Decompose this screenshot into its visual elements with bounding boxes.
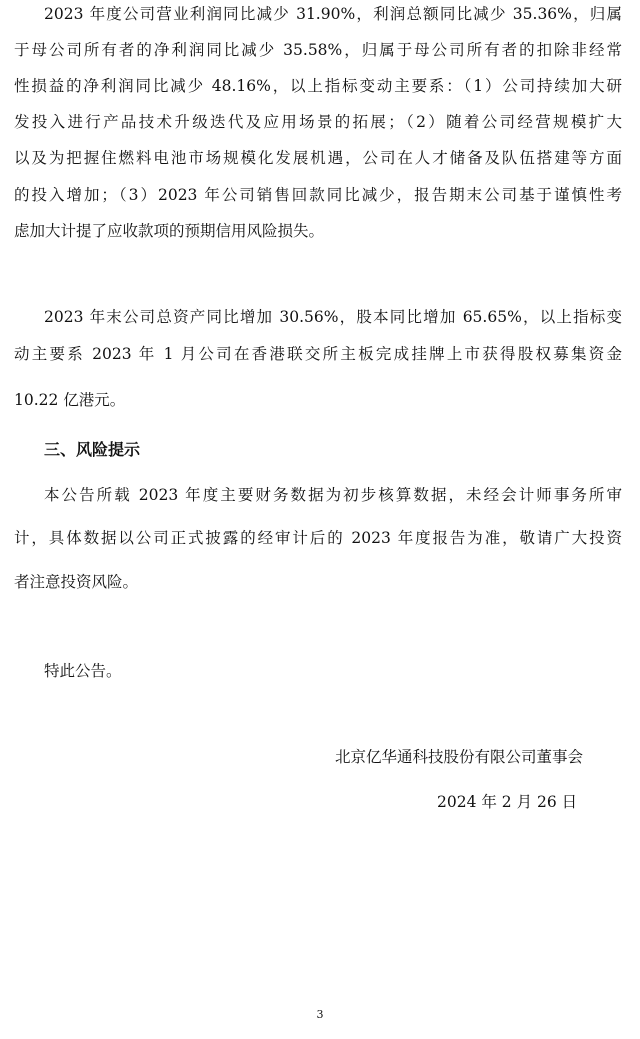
paragraph-line: 2023 年末公司总资产同比增加 30.56%，股本同比增加 65.65%，以上指标变 bbox=[44, 308, 622, 326]
signature-date: 2024 年 2 月 26 日 bbox=[437, 793, 578, 811]
signature-company: 北京亿华通科技股份有限公司董事会 bbox=[335, 748, 584, 766]
paragraph-line: 虑加大计提了应收款项的预期信用风险损失。 bbox=[14, 222, 325, 240]
paragraph-line: 者注意投资风险。 bbox=[14, 573, 139, 591]
paragraph-line: 计，具体数据以公司正式披露的经审计后的 2023 年度报告为准，敬请广大投资 bbox=[14, 529, 622, 547]
closing-statement: 特此公告。 bbox=[44, 662, 122, 680]
paragraph-line: 10.22 亿港元。 bbox=[14, 391, 126, 409]
paragraph-line: 性损益的净利润同比减少 48.16%，以上指标变动主要系：（1）公司持续加大研 bbox=[14, 77, 622, 95]
paragraph-line: 发投入进行产品技术升级迭代及应用场景的拓展；（2）随着公司经营规模扩大 bbox=[14, 113, 622, 131]
page-number: 3 bbox=[316, 1008, 324, 1021]
section-heading-risk: 三、风险提示 bbox=[44, 440, 141, 459]
paragraph-line: 本公告所载 2023 年度主要财务数据为初步核算数据，未经会计师事务所审 bbox=[44, 486, 622, 504]
paragraph-line: 于母公司所有者的净利润同比减少 35.58%，归属于母公司所有者的扣除非经常 bbox=[14, 41, 622, 59]
paragraph-line: 动主要系 2023 年 1 月公司在香港联交所主板完成挂牌上市获得股权募集资金 bbox=[14, 345, 622, 363]
paragraph-line: 以及为把握住燃料电池市场规模化发展机遇，公司在人才储备及队伍搭建等方面 bbox=[14, 149, 622, 167]
paragraph-line: 2023 年度公司营业利润同比减少 31.90%，利润总额同比减少 35.36%，归属 bbox=[44, 5, 622, 23]
paragraph-line: 的投入增加；（3）2023 年公司销售回款同比减少，报告期末公司基于谨慎性考 bbox=[14, 186, 622, 204]
